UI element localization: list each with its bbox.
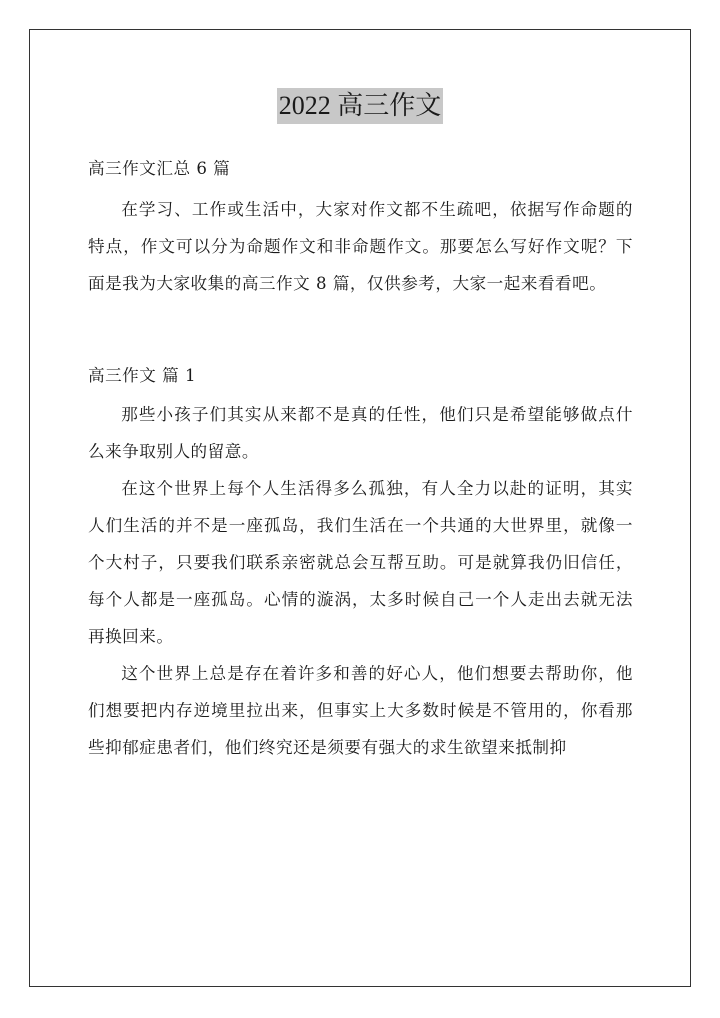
section-heading: 高三作文 篇 1	[88, 366, 197, 385]
document-subtitle: 高三作文汇总 6 篇	[88, 159, 231, 178]
body-paragraph: 这个世界上总是存在着许多和善的好心人，他们想要去帮助你，他们想要把内存逆境里拉出来，但事实上大多数时候是不管用的，你看那些抑郁症患者们，他们终究还是须要有强大的求生欲望来抵制抑	[88, 664, 633, 757]
body-paragraph: 那些小孩子们其实从来都不是真的任性，他们只是希望能够做点什么来争取别人的留意。	[88, 405, 633, 461]
section-spacer	[88, 302, 633, 356]
title-container	[0, 88, 720, 124]
body-paragraph: 在这个世界上每个人生活得多么孤独，有人全力以赴的证明，其实人们生活的并不是一座孤岛，我们生活在一个共通的大世界里，就像一个大村子，只要我们联系亲密就总会互帮互助。可是就算我仍旧信任，每个人都是一座孤岛。心情的漩涡，太多时候自己一个人走出去就无法再换回来。	[88, 479, 633, 646]
document-title: 2022 高三作文	[277, 88, 444, 124]
document-body	[88, 150, 633, 766]
intro-paragraph: 在学习、工作或生活中，大家对作文都不生疏吧，依据写作命题的特点，作文可以分为命题作文和非命题作文。那要怎么写好作文呢？下面是我为大家收集的高三作文 8 篇，仅供参考，大家一起来看看吧。	[88, 200, 633, 293]
